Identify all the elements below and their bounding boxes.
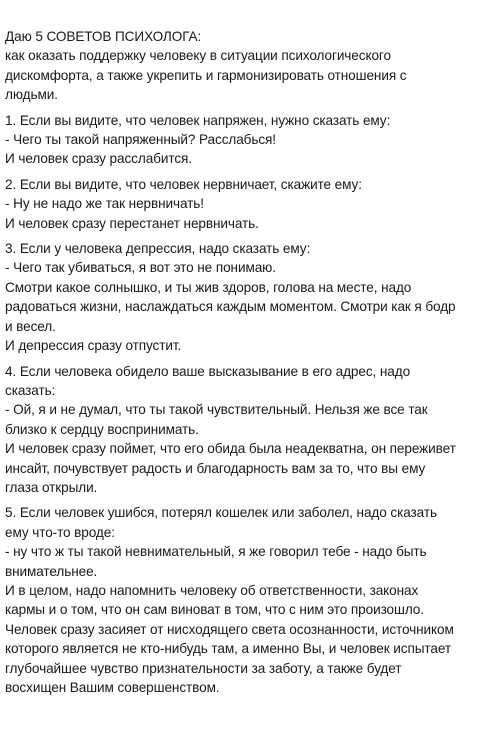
text-line: дискомфорта, а также укрепить и гармонизировать отношения с [5, 67, 407, 83]
text-line: Человек сразу засияет от нисходящего света осознанности, источником [5, 621, 454, 637]
text-line: как оказать поддержку человеку в ситуации психологического [5, 48, 391, 64]
text-line: И в целом, надо напомнить человеку об ответственности, законах [5, 582, 419, 598]
text-line: 2. Если вы видите, что человек нервничает, скажите ему: [5, 176, 362, 192]
advice-1 [5, 111, 499, 169]
intro-paragraph [5, 27, 499, 105]
text-line: И человек сразу расслабится. [5, 151, 192, 167]
text-line: И человек сразу перестанет нервничать. [5, 215, 259, 231]
advice-2 [5, 175, 499, 233]
advice-5 [5, 503, 499, 697]
text-line: - Чего так убиваться, я вот это не понимаю. [5, 260, 276, 276]
text-line: 4. Если человека обидело ваше высказывание в его адрес, надо [5, 363, 411, 379]
text-line: - Ой, я и не думал, что ты такой чувствительный. Нельзя же все так [5, 402, 428, 418]
text-line: восхищен Вашим совершенством. [5, 680, 220, 695]
text-line: - ну что ж ты такой невнимательный, я же говорил тебе - надо быть [5, 544, 427, 560]
text-line: 5. Если человек ушибся, потерял кошелек или заболел, надо сказать [5, 505, 437, 521]
text-line: 1. Если вы видите, что человек напряжен, нужно сказать ему: [5, 112, 391, 128]
text-line: кармы и о том, что он сам виноват в том, что с ним это произошло. [5, 602, 424, 618]
text-line: - Чего ты такой напряженный? Расслабься! [5, 132, 276, 148]
text-line: радоваться жизни, наслаждаться каждым моментом. Смотри как я бодр [5, 299, 456, 315]
post-title: Даю 5 СОВЕТОВ ПСИХОЛОГА: [5, 29, 202, 44]
text-line: инсайт, почувствует радость и благодарность вам за то, что вы ему [5, 460, 426, 476]
text-line: близко к сердцу воспринимать. [5, 421, 199, 437]
text-line: людьми. [5, 87, 58, 103]
text-line: и весел. [5, 318, 56, 334]
text-line: Смотри какое солнышко, и ты жив здоров, голова на месте, надо [5, 279, 412, 295]
advice-3 [5, 239, 499, 355]
text-line: внимательнее. [5, 563, 98, 579]
text-line: глубочайшее чувство признательности за заботу, а также будет [5, 660, 402, 676]
text-line: глаза открыли. [5, 479, 98, 495]
text-line: 3. Если у человека депрессия, надо сказать ему: [5, 241, 311, 257]
text-line: И человек сразу поймет, что его обида была неадекватна, он переживет [5, 441, 456, 457]
text-line: И депрессия сразу отпустит. [5, 338, 182, 354]
text-line: - Ну не надо же так нервничать! [5, 196, 204, 212]
text-line: которого является не кто-нибудь там, а именно Вы, и человек испытает [5, 641, 451, 657]
document-body [5, 27, 499, 697]
advice-4 [5, 362, 499, 498]
text-line: ему что-то вроде: [5, 524, 115, 540]
text-line: сказать: [5, 382, 56, 398]
